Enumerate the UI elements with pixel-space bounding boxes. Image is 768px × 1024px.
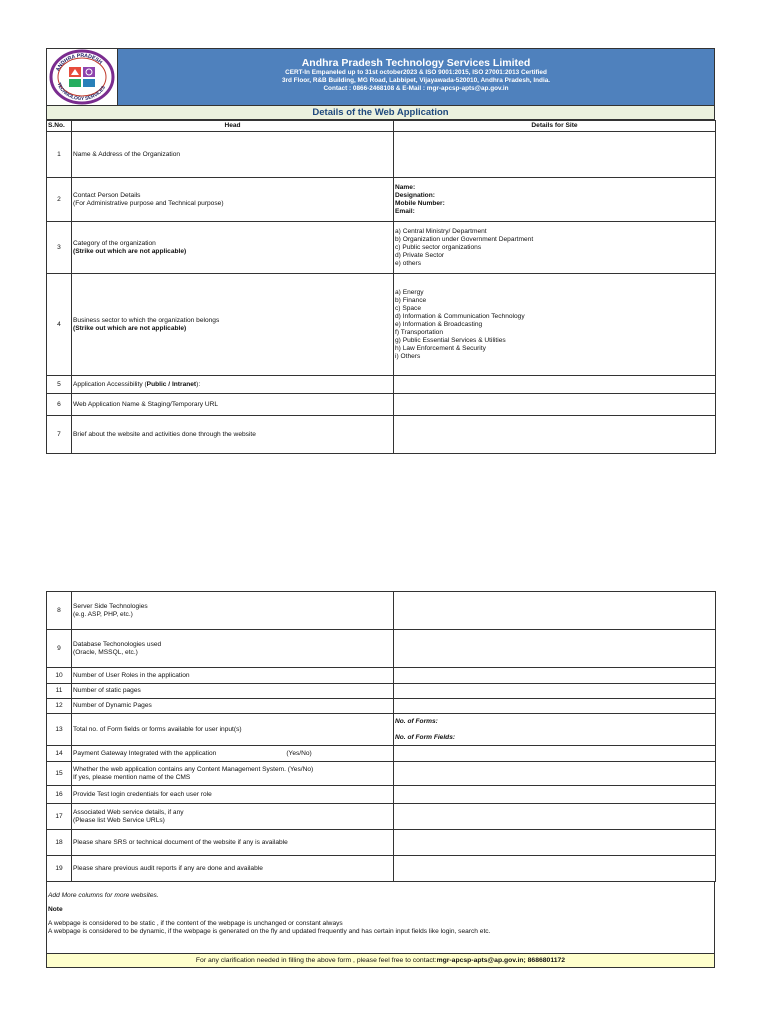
table-row [47, 416, 716, 454]
row-head-text: Contact Person Details [73, 191, 141, 199]
row-number: 12 [47, 699, 72, 714]
option-item: a) Energy [395, 288, 424, 296]
row-number: 19 [47, 856, 72, 882]
row-number: 10 [47, 668, 72, 684]
row-head-text: Application Accessibility ( [73, 380, 147, 388]
row-head-subtext: (Strike out which are not applicable) [73, 247, 187, 255]
table-row [47, 684, 716, 699]
row-head-text: Database Techonologies used [73, 640, 162, 648]
details-cell[interactable] [394, 762, 716, 786]
row-head [72, 786, 394, 804]
row-number: 2 [47, 178, 72, 222]
row-head-text: Please share SRS or technical document of the website if any is available [73, 838, 288, 846]
row-head [72, 668, 394, 684]
row-number: 5 [47, 376, 72, 394]
form-page-part-1 [46, 48, 715, 454]
contact-line: Contact : 0866-2468108 & E-Mail : mgr-apcsp-apts@ap.gov.in [323, 85, 509, 92]
row-head-subtext: If yes, please mention name of the CMS [73, 773, 191, 781]
row-number: 4 [47, 274, 72, 376]
option-item: b) Finance [395, 296, 427, 304]
table-row [47, 592, 716, 630]
row-head-text: Number of Dynamic Pages [73, 702, 152, 709]
table-row [47, 668, 716, 684]
footnotes [46, 882, 715, 954]
details-table-part-2 [46, 591, 716, 882]
row-head-text: Whether the web application contains any Content Management System. (Yes/No) [73, 765, 314, 773]
details-cell[interactable] [394, 830, 716, 856]
row-number: 14 [47, 746, 72, 762]
details-cell[interactable] [394, 274, 716, 376]
row-head [72, 274, 394, 376]
option-item: d) Information & Communication Technology [395, 312, 525, 320]
table-row [47, 786, 716, 804]
option-item: d) Private Sector [395, 251, 445, 259]
row-head [72, 630, 394, 668]
row-head-text: Number of static pages [73, 687, 141, 694]
row-number: 15 [47, 762, 72, 786]
row-number: 9 [47, 630, 72, 668]
row-head [72, 132, 394, 178]
row-head-text: Business sector to which the organization belongs [73, 316, 220, 324]
row-head-subtext: (Strike out which are not applicable) [73, 324, 187, 332]
table-row [47, 178, 716, 222]
table-row [47, 376, 716, 394]
table-row [47, 699, 716, 714]
field-label: Email: [395, 207, 415, 215]
table-row [47, 746, 716, 762]
details-cell[interactable] [394, 630, 716, 668]
organization-logo [47, 49, 118, 105]
table-row [47, 222, 716, 274]
field-label: No. of Forms: [395, 717, 438, 725]
header [46, 48, 715, 106]
column-header-head: Head [72, 121, 394, 132]
option-item: b) Organization under Government Department [395, 235, 534, 243]
row-number: 8 [47, 592, 72, 630]
row-head-text: Associated Web service details, if any [73, 808, 184, 816]
row-head [72, 762, 394, 786]
details-cell[interactable] [394, 222, 716, 274]
row-head-text: Web Application Name & Staging/Temporary URL [73, 400, 219, 408]
column-header-sno: S.No. [47, 121, 72, 132]
section-title: Details of the Web Application [46, 106, 715, 120]
row-head [72, 804, 394, 830]
row-head-text: Payment Gateway Integrated with the application [73, 749, 217, 757]
address-line: 3rd Floor, R&B Building, MG Road, Labbipet, Vijayawada-520010, Andhra Pradesh, India. [281, 77, 551, 84]
contact-text: For any clarification needed in filling the above form , please feel free to contact: [195, 957, 437, 964]
row-number: 13 [47, 714, 72, 746]
row-head [72, 592, 394, 630]
column-header-details: Details for Site [394, 121, 716, 132]
row-head-subtext: (Oracle, MSSQL, etc.) [73, 648, 138, 656]
details-cell[interactable] [394, 376, 716, 394]
details-cell[interactable] [394, 699, 716, 714]
contact-details: mgr-apcsp-apts@ap.gov.in; 8686801172 [436, 957, 566, 964]
row-head-text: Provide Test login credentials for each user role [73, 790, 212, 798]
row-head [72, 856, 394, 882]
details-cell[interactable] [394, 714, 716, 746]
row-number: 18 [47, 830, 72, 856]
static-page-note: A webpage is considered to be static , if the content of the webpage is unchanged or constant always [48, 920, 343, 927]
row-number: 11 [47, 684, 72, 699]
row-head-text: Total no. of Form fields or forms available for user input(s) [73, 725, 242, 733]
organization-name: Andhra Pradesh Technology Services Limited [301, 57, 531, 69]
table-row [47, 714, 716, 746]
header-banner [118, 49, 714, 105]
row-number: 3 [47, 222, 72, 274]
row-head [72, 714, 394, 746]
note-label: Note [48, 906, 63, 913]
row-head [72, 684, 394, 699]
row-number: 6 [47, 394, 72, 416]
table-row [47, 274, 716, 376]
table-row [47, 762, 716, 786]
option-item: c) Public sector organizations [395, 243, 482, 251]
svg-text:TECHNOLOGY SERVICES: TECHNOLOGY SERVICES [55, 82, 107, 103]
row-head-text: Please share previous audit reports if any are done and available [73, 864, 263, 872]
row-head-subtext: (e.g. ASP, PHP, etc.) [73, 610, 133, 618]
row-head [72, 222, 394, 274]
details-table-part-1 [46, 120, 716, 454]
field-label: Mobile Number: [395, 199, 445, 207]
option-item: a) Central Ministry/ Department [395, 227, 487, 235]
field-label: Designation: [395, 191, 435, 199]
row-head [72, 830, 394, 856]
table-row [47, 630, 716, 668]
table-row [47, 132, 716, 178]
option-item: i) Others [395, 352, 421, 360]
row-number: 17 [47, 804, 72, 830]
option-item: h) Law Enforcement & Security [395, 344, 486, 352]
table-row [47, 804, 716, 830]
row-head-subtext: (For Administrative purpose and Technical purpose) [73, 199, 224, 207]
option-item: e) others [395, 259, 422, 267]
details-cell[interactable] [394, 856, 716, 882]
table-row [47, 394, 716, 416]
row-head [72, 394, 394, 416]
row-head-text-end: ): [196, 380, 201, 388]
row-head-text: Category of the organization [73, 239, 156, 247]
certification-line: CERT-In Empaneled up to 31st october2023 & ISO 9001:2015, ISO 27001:2013 Certified [285, 69, 547, 76]
option-item: g) Public Essential Services & Utilities [395, 336, 506, 344]
table-row [47, 856, 716, 882]
form-page-part-2 [46, 591, 715, 968]
table-header-row [47, 121, 716, 132]
row-head-text: Server Side Technologies [73, 602, 148, 610]
row-head-text: Name & Address of the Organization [73, 150, 181, 158]
row-number: 1 [47, 132, 72, 178]
svg-text:ANDHRA PRADESH: ANDHRA PRADESH [55, 52, 104, 73]
field-label: No. of Form Fields: [395, 733, 456, 741]
add-more-note: Add More columns for more websites. [48, 892, 159, 899]
row-head-suffix: (Yes/No) [286, 749, 312, 757]
row-head [72, 746, 394, 762]
row-number: 7 [47, 416, 72, 454]
details-cell[interactable] [394, 416, 716, 454]
details-cell[interactable] [394, 668, 716, 684]
row-number: 16 [47, 786, 72, 804]
details-cell[interactable] [394, 592, 716, 630]
details-cell[interactable] [394, 394, 716, 416]
details-cell[interactable] [394, 786, 716, 804]
row-head [72, 178, 394, 222]
option-item: c) Space [395, 304, 422, 312]
details-cell[interactable] [394, 746, 716, 762]
row-head [72, 699, 394, 714]
table-row [47, 830, 716, 856]
row-head [72, 376, 394, 394]
row-head-text: Brief about the website and activities done through the website [73, 430, 256, 438]
details-cell[interactable] [394, 684, 716, 699]
row-head [72, 416, 394, 454]
apts-seal-icon [49, 49, 115, 105]
row-head-text: Number of User Roles in the application [73, 671, 190, 679]
field-label: Name: [395, 183, 416, 191]
option-item: e) Information & Broadcasting [395, 320, 483, 328]
row-head-emphasis: Public / Intranet [146, 380, 197, 388]
dynamic-page-note: A webpage is considered to be dynamic, if the webpage is generated on the fly and updated frequently and has certain input fields like login, search etc. [48, 928, 491, 935]
row-head-subtext: (Please list Web Service URLs) [73, 816, 165, 824]
contact-bar [46, 954, 715, 968]
option-item: f) Transportation [395, 328, 444, 336]
details-cell[interactable] [394, 804, 716, 830]
details-cell[interactable] [394, 132, 716, 178]
details-cell[interactable] [394, 178, 716, 222]
